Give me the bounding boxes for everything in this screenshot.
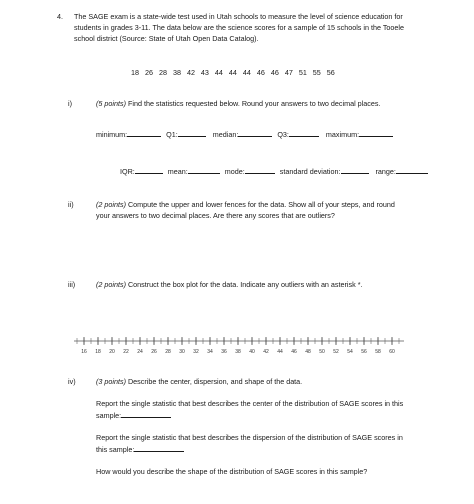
tick-label: 34 (207, 349, 213, 355)
center-blank[interactable] (121, 410, 171, 418)
part-ii-text-1: Compute the upper and lower fences for the data. Show all of your steps, and round (127, 200, 395, 209)
median-blank[interactable] (238, 129, 272, 137)
part-iii-points: (2 points) (96, 280, 126, 289)
tick-label: 30 (179, 349, 185, 355)
stats-row-2 (120, 166, 428, 177)
part-i-prompt (96, 99, 380, 109)
dispersion-line-2 (96, 444, 184, 455)
range-blank[interactable] (396, 166, 428, 174)
center-line-1: Report the single statistic that best describes the center of the distribution of SAGE scores in this (96, 399, 404, 408)
range-label: range: (375, 167, 396, 176)
tick-label: 22 (123, 349, 129, 355)
mode-blank[interactable] (245, 166, 275, 174)
part-i-label: i) (68, 99, 72, 108)
tick-label: 26 (151, 349, 157, 355)
tick-labels (81, 349, 395, 355)
tick-label: 54 (347, 349, 353, 355)
mean-label: mean: (167, 167, 188, 176)
part-iv-prompt (96, 377, 302, 387)
shape-question: How would you describe the shape of the distribution of SAGE scores in this sample? (96, 467, 368, 476)
part-i-points: (5 points) (96, 99, 126, 108)
tick-label: 20 (109, 349, 115, 355)
q3-label: Q3: (277, 130, 289, 139)
maximum-label: maximum: (325, 130, 360, 139)
part-iv-text: Describe the center, dispersion, and shape of the data. (127, 377, 303, 386)
part-ii-points: (2 points) (96, 200, 126, 209)
stats-row-1 (96, 129, 393, 140)
tick-label: 18 (95, 349, 101, 355)
mean-blank[interactable] (188, 166, 220, 174)
q3-blank[interactable] (289, 129, 319, 137)
part-iv-points: (3 points) (96, 377, 126, 386)
intro-line-1: The SAGE exam is a state-wide test used in Utah schools to measure the level of science education for (74, 12, 403, 21)
tick-label: 50 (319, 349, 325, 355)
tick-label: 52 (333, 349, 339, 355)
intro-line-2: students in grades 3-11. The data below are the science scores for a sample of 15 schools in the Tooele (74, 23, 405, 32)
dispersion-label: this sample: (96, 445, 135, 454)
part-iii-text: Construct the box plot for the data. Indicate any outliers with an asterisk *. (127, 280, 363, 289)
q1-label: Q1: (166, 130, 178, 139)
maximum-blank[interactable] (359, 129, 393, 137)
part-iii-label: iii) (68, 280, 76, 289)
part-ii-label: ii) (68, 200, 74, 209)
center-line-2 (96, 410, 171, 421)
part-ii-line-1 (96, 200, 395, 210)
minimum-label: minimum: (96, 130, 128, 139)
tick-label: 42 (263, 349, 269, 355)
q1-blank[interactable] (178, 129, 206, 137)
tick-label: 16 (81, 349, 87, 355)
part-ii-line-2: your answers to two decimal places. Are there any scores that are outliers? (96, 211, 335, 220)
part-iii-prompt (96, 280, 363, 290)
tick-label: 28 (165, 349, 171, 355)
center-label: sample: (96, 411, 122, 420)
mode-label: mode: (224, 167, 245, 176)
dispersion-line-1: Report the single statistic that best describes the dispersion of the distribution of SAGE scores in (96, 433, 403, 442)
number-line (74, 334, 404, 356)
stdev-blank[interactable] (341, 166, 369, 174)
tick-label: 32 (193, 349, 199, 355)
stdev-label: standard deviation: (279, 167, 341, 176)
iqr-blank[interactable] (135, 166, 163, 174)
tick-label: 24 (137, 349, 143, 355)
minimum-blank[interactable] (127, 129, 161, 137)
part-iv-label: iv) (68, 377, 76, 386)
part-i-text: Find the statistics requested below. Round your answers to two decimal places. (127, 99, 381, 108)
tick-label: 46 (291, 349, 297, 355)
tick-label: 38 (235, 349, 241, 355)
tick-label: 56 (361, 349, 367, 355)
iqr-label: IQR: (120, 167, 135, 176)
tick-label: 48 (305, 349, 311, 355)
median-label: median: (212, 130, 239, 139)
tick-label: 40 (249, 349, 255, 355)
data-values: 18 26 28 38 42 43 44 44 44 46 46 47 51 55 56 (131, 68, 335, 77)
tick-label: 58 (375, 349, 381, 355)
intro-line-3: school district (Source: State of Utah Open Data Catalog). (74, 34, 259, 43)
tick-label: 44 (277, 349, 283, 355)
question-number: 4. (57, 12, 63, 21)
dispersion-blank[interactable] (134, 444, 184, 452)
tick-label: 60 (389, 349, 395, 355)
tick-label: 36 (221, 349, 227, 355)
